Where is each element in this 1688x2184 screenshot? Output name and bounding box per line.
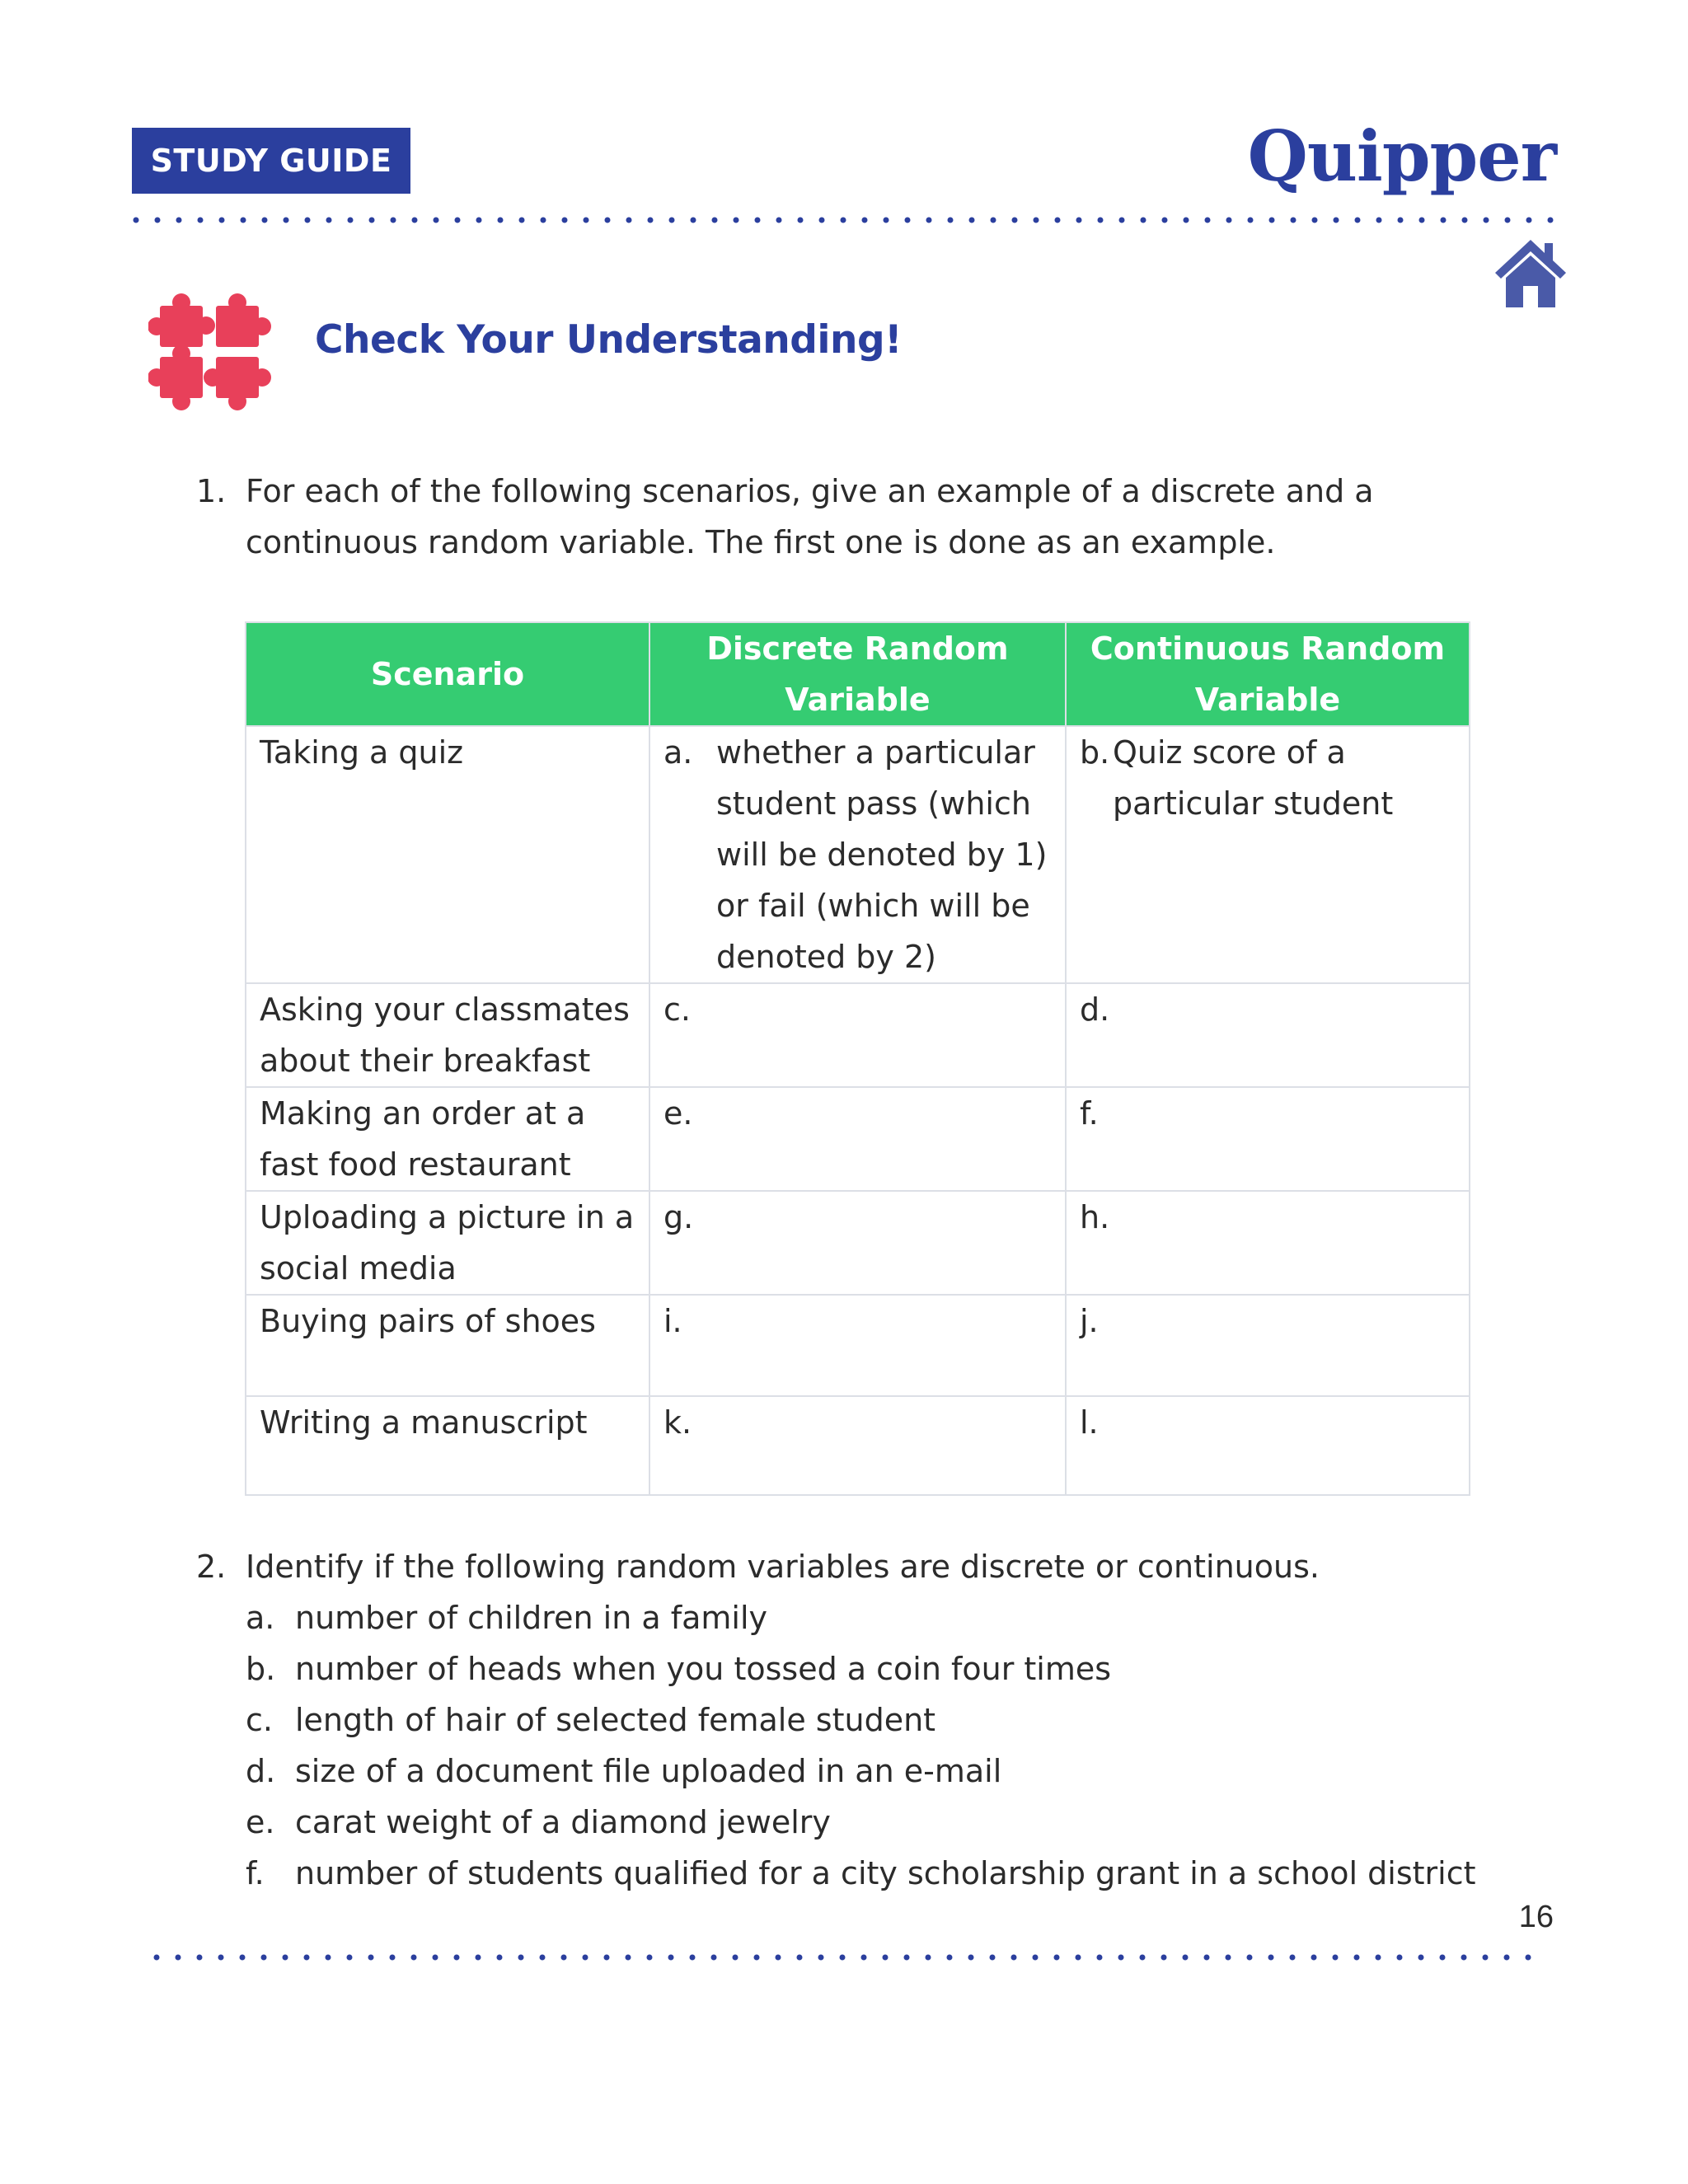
table-row — [246, 726, 1470, 983]
item-text: whether a particular student pass (which will be denoted by 1) or fail (which will be denoted by 2) — [716, 734, 1048, 975]
continuous-cell[interactable] — [1066, 1191, 1470, 1295]
discrete-cell[interactable] — [649, 726, 1066, 983]
item-label: b. — [246, 1651, 276, 1687]
bottom-dotted-divider — [152, 1952, 1537, 1963]
list-item — [246, 1643, 1476, 1694]
table-row — [246, 1087, 1470, 1191]
table-row — [246, 1396, 1470, 1495]
table-row — [246, 1191, 1470, 1295]
item-label: j. — [1080, 1303, 1099, 1339]
item-label: i. — [663, 1303, 682, 1339]
brand-logo: Quipper — [1247, 115, 1556, 197]
item-label: f. — [246, 1855, 265, 1891]
item-label: c. — [246, 1702, 273, 1738]
page-number: 16 — [1518, 1900, 1554, 1934]
scenario-cell: Taking a quiz — [246, 726, 649, 983]
list-item — [246, 1797, 1476, 1848]
question-number: 1. — [196, 473, 227, 509]
table-header-row — [246, 622, 1470, 726]
question-number: 2. — [196, 1549, 227, 1585]
home-icon[interactable] — [1492, 235, 1570, 309]
continuous-cell[interactable] — [1066, 983, 1470, 1087]
item-label: a. — [246, 1600, 275, 1636]
scenario-cell: Buying pairs of shoes — [246, 1295, 649, 1396]
discrete-cell[interactable] — [649, 1295, 1066, 1396]
question-text: Identify if the following random variables are discrete or continuous. — [246, 1549, 1320, 1585]
item-label: a. — [663, 734, 693, 771]
column-header-scenario: Scenario — [246, 622, 649, 726]
item-text: length of hair of selected female student — [295, 1702, 936, 1738]
continuous-cell[interactable] — [1066, 726, 1470, 983]
item-label: h. — [1080, 1199, 1110, 1235]
column-header-discrete: Discrete Random Variable — [649, 622, 1066, 726]
list-item — [246, 1746, 1476, 1797]
scenario-cell: Asking your classmates about their breakfast — [246, 983, 649, 1087]
discrete-cell[interactable] — [649, 1191, 1066, 1295]
item-label: c. — [663, 991, 691, 1028]
continuous-cell[interactable] — [1066, 1087, 1470, 1191]
discrete-cell[interactable] — [649, 983, 1066, 1087]
item-label: b. — [1080, 734, 1110, 771]
table-row — [246, 983, 1470, 1087]
continuous-cell[interactable] — [1066, 1396, 1470, 1495]
item-text: number of children in a family — [295, 1600, 768, 1636]
item-label: e. — [246, 1804, 275, 1840]
column-header-continuous: Continuous Random Variable — [1066, 622, 1470, 726]
item-label: g. — [663, 1199, 694, 1235]
item-label: d. — [246, 1753, 276, 1789]
continuous-cell[interactable] — [1066, 1295, 1470, 1396]
item-label: e. — [663, 1095, 693, 1132]
scenario-cell: Uploading a picture in a social media — [246, 1191, 649, 1295]
discrete-cell[interactable] — [649, 1396, 1066, 1495]
study-guide-badge: STUDY GUIDE — [132, 128, 410, 194]
item-text: carat weight of a diamond jewelry — [295, 1804, 831, 1840]
item-label: d. — [1080, 991, 1110, 1028]
item-label: f. — [1080, 1095, 1099, 1132]
scenario-cell: Making an order at a fast food restaurant — [246, 1087, 649, 1191]
item-text: Quiz score of a particular student — [1113, 734, 1394, 822]
item-text: size of a document file uploaded in an e-mail — [295, 1753, 1002, 1789]
list-item — [246, 1592, 1476, 1643]
item-label: l. — [1080, 1404, 1099, 1441]
scenario-cell: Writing a manuscript — [246, 1396, 649, 1495]
item-label: k. — [663, 1404, 692, 1441]
item-text: number of students qualified for a city scholarship grant in a school district — [295, 1855, 1476, 1891]
discrete-cell[interactable] — [649, 1087, 1066, 1191]
item-text: number of heads when you tossed a coin four times — [295, 1651, 1112, 1687]
section-title: Check Your Understanding! — [315, 317, 903, 363]
top-dotted-divider — [132, 214, 1558, 226]
table-row — [246, 1295, 1470, 1396]
list-item — [246, 1848, 1476, 1899]
list-item — [246, 1694, 1476, 1746]
question-2-items — [246, 1592, 1476, 1899]
puzzle-icon — [148, 293, 272, 412]
scenario-table — [245, 621, 1470, 1496]
question-text: For each of the following scenarios, give an example of a discrete and a continuous random variable. The first one is done as an example. — [246, 473, 1374, 560]
